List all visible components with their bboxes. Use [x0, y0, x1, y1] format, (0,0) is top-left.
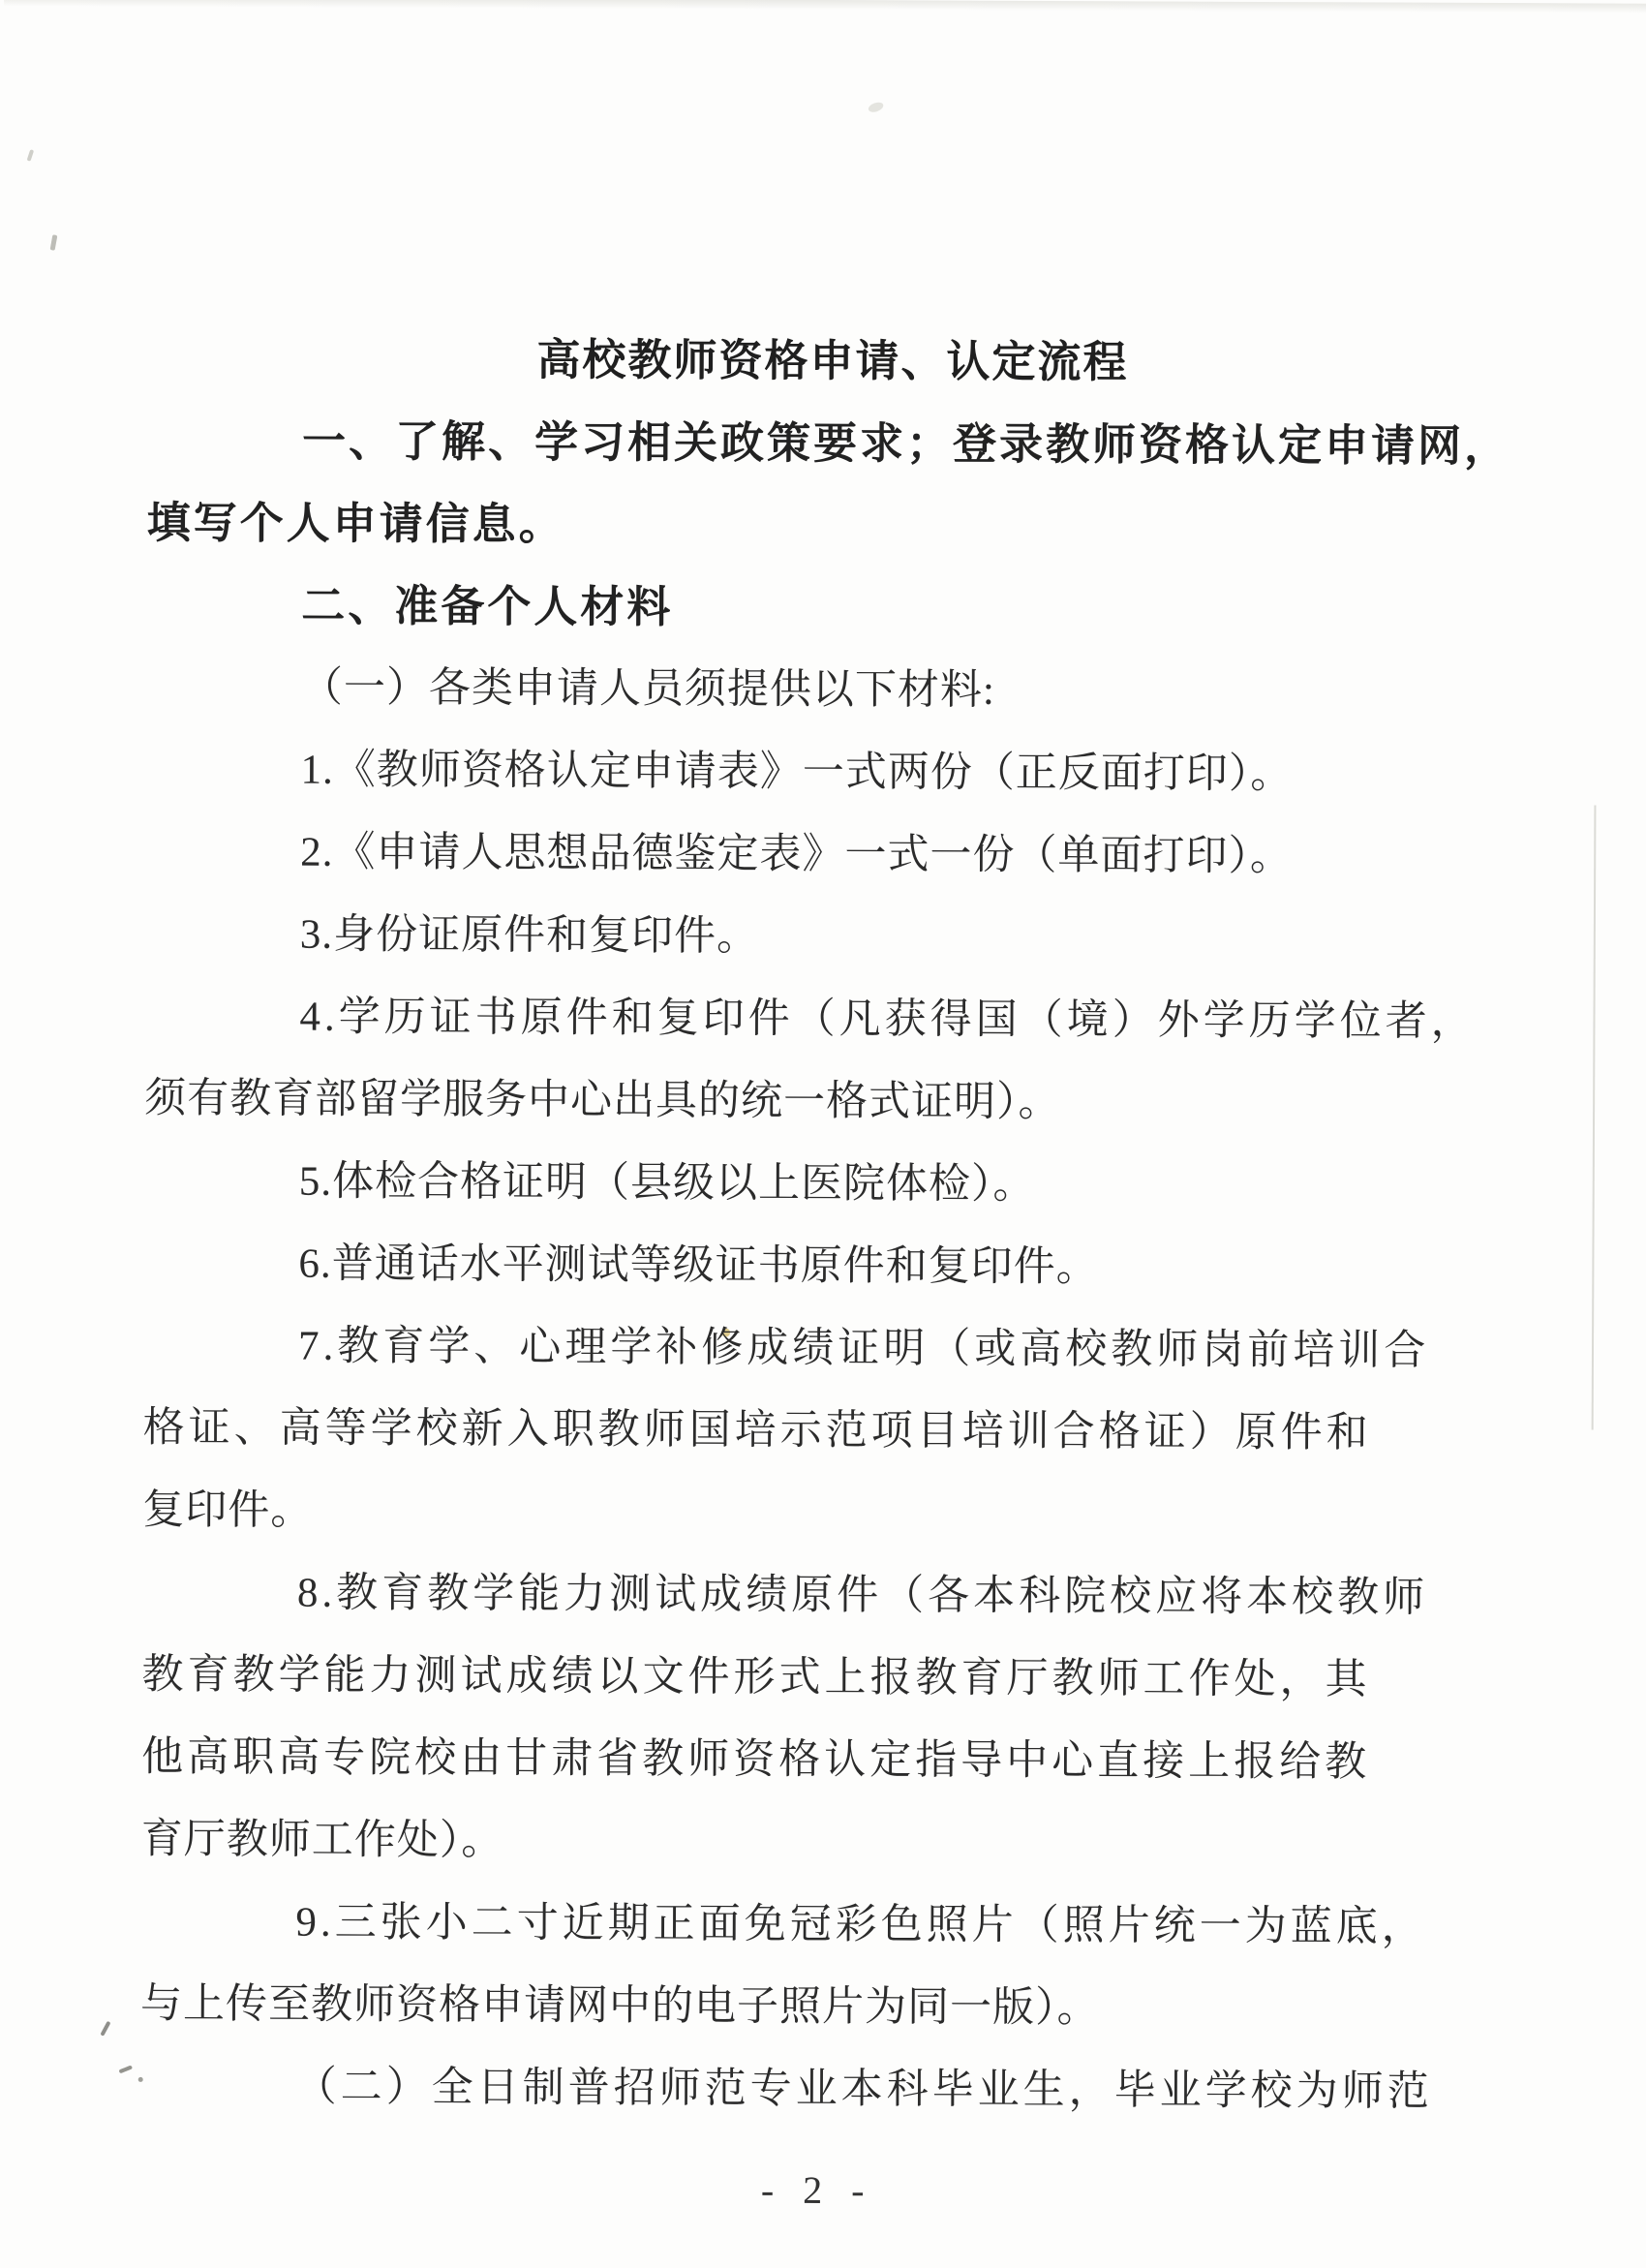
list-item-7-line: 格证、高等学校新入职教师国培示范项目培训合格证）原件和 — [142, 1404, 1372, 1456]
list-item-8-line: 教育教学能力测试成绩以文件形式上报教育厅教师工作处，其 — [141, 1651, 1371, 1703]
speck-artifact — [50, 234, 58, 251]
subsection-2-heading-line: （二）全日制普招师范专业本科毕业生，毕业学校为师范 — [294, 2064, 1433, 2115]
page-number: - 2 - — [760, 2167, 874, 2213]
pen-mark-artifact — [100, 2021, 110, 2037]
section-1-heading-line: 填写个人申请信息。 — [146, 497, 565, 549]
list-item-2-line: 2.《申请人思想品德鉴定表》一式一份（单面打印）。 — [300, 829, 1294, 880]
list-item-8-line: 他高职高专院校由甘肃省教师资格认定指导中心直接上报给教 — [141, 1733, 1371, 1786]
section-2-heading-line: 二、准备个人材料 — [301, 580, 674, 632]
list-item-6-line: 6.普通话水平测试等级证书原件和复印件。 — [298, 1241, 1099, 1291]
document-body — [139, 317, 1517, 2133]
list-item-7-line: 7.教育学、心理学补修成绩证明（或高校教师岗前培训合 — [297, 1323, 1430, 1374]
list-item-3-line: 3.身份证原件和复印件。 — [299, 911, 760, 960]
list-item-8-line: 8.教育教学能力测试成绩原件（各本科院校应将本校教师 — [296, 1570, 1429, 1621]
section-1-heading-line: 一、了解、学习相关政策要求；登录教师资格认定申请网， — [301, 415, 1511, 472]
scan-streak-artifact — [1592, 805, 1597, 1429]
list-item-5-line: 5.体检合格证明（县级以上医院体检）。 — [298, 1158, 1036, 1208]
list-item-1-line: 1.《教师资格认定申请表》一式两份（正反面打印）。 — [300, 747, 1294, 798]
list-item-9-line: 与上传至教师资格申请网中的电子照片为同一版）。 — [139, 1980, 1100, 2032]
pen-mark-artifact — [119, 2065, 133, 2073]
speck-artifact — [27, 149, 35, 162]
list-item-4-line: 4.学历证书原件和复印件（凡获得国（境）外学历学位者， — [299, 994, 1477, 1045]
subsection-1-heading-line: （一）各类申请人员须提供以下材料: — [300, 664, 996, 714]
list-item-7-line: 复印件。 — [142, 1486, 314, 1534]
list-item-4-line: 须有教育部留学服务中心出具的统一格式证明）。 — [144, 1075, 1061, 1126]
list-item-9-line: 9.三张小二寸近期正面免冠彩色照片（照片统一为蓝底， — [295, 1899, 1427, 1950]
smudge-artifact — [868, 101, 885, 114]
list-item-8-line: 育厅教师工作处）。 — [140, 1816, 504, 1864]
scan-edge-shadow — [4, 0, 1646, 14]
document-title: 高校教师资格申请、认定流程 — [536, 334, 1129, 387]
